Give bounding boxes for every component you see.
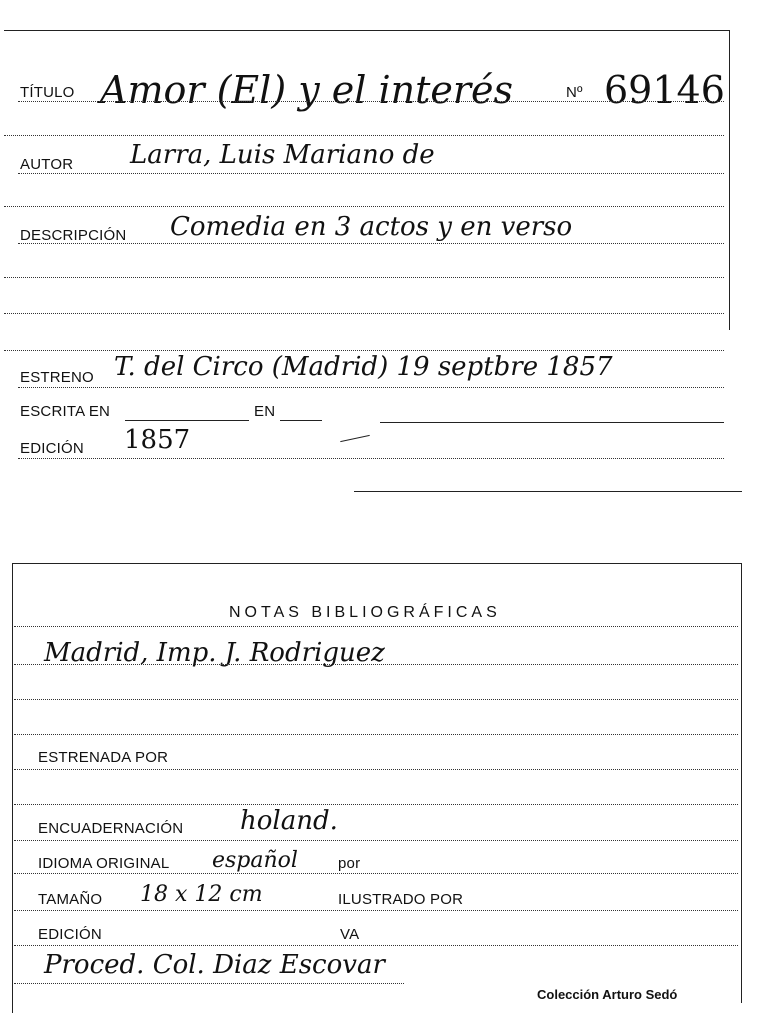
autor-line (18, 173, 724, 174)
idioma-line (14, 873, 738, 874)
encuadernacion-value: holand. (240, 806, 338, 836)
blank-line-4 (4, 313, 724, 314)
blank-line-5 (4, 350, 724, 351)
edicion-value: 1857 (124, 425, 191, 455)
top-border (4, 30, 730, 31)
bottom-top-border (12, 563, 742, 564)
top-right-border (729, 30, 730, 330)
credit-text: Colección Arturo Sedó (537, 987, 678, 1002)
idioma-value: español (212, 848, 298, 873)
notas-value: Madrid, Imp. J. Rodriguez (44, 638, 385, 668)
notas-line-1 (14, 664, 738, 665)
blank-line-b1 (14, 804, 738, 805)
edicion-label: EDICIÓN (20, 440, 84, 457)
encuadernacion-label: ENCUADERNACIÓN (38, 820, 184, 837)
descripcion-value: Comedia en 3 actos y en verso (170, 212, 573, 242)
autor-label: AUTOR (20, 156, 74, 173)
estrenada-line (14, 769, 738, 770)
estreno-label: ESTRENO (20, 369, 94, 386)
edicion-line (18, 458, 724, 459)
va-label: VA (340, 926, 360, 943)
titulo-line (18, 101, 724, 102)
ilustrado-label: ILUSTRADO POR (338, 891, 464, 908)
escrita-line (125, 420, 249, 421)
pen-mark (340, 435, 370, 442)
notas-line-2 (14, 699, 738, 700)
tamano-line (14, 910, 738, 911)
blank-line-3 (4, 277, 724, 278)
estrenada-label: ESTRENADA POR (38, 749, 169, 766)
numero-value: 69146 (604, 68, 725, 112)
encuadernacion-line (14, 840, 738, 841)
blank-line-1 (4, 135, 724, 136)
descripcion-label: DESCRIPCIÓN (20, 227, 127, 244)
estreno-value: T. del Circo (Madrid) 19 septbre 1857 (114, 352, 613, 382)
bottom-left-border (12, 563, 13, 1013)
tamano-label: TAMAÑO (38, 891, 103, 908)
descripcion-line (18, 243, 724, 244)
notas-line-3 (14, 734, 738, 735)
edicion-bottom-label: EDICIÓN (38, 926, 102, 943)
tamano-value: 18 x 12 cm (140, 882, 263, 907)
en-label: EN (254, 403, 276, 420)
en-line (280, 420, 322, 421)
escrita-label: ESCRITA EN (20, 403, 111, 420)
edicion-bottom-line (14, 945, 738, 946)
notas-heading: NOTAS BIBLIOGRÁFICAS (229, 604, 501, 621)
titulo-label: TÍTULO (20, 84, 75, 101)
procedencia-value: Proced. Col. Diaz Escovar (44, 950, 385, 980)
por-label: por (338, 855, 361, 872)
procedencia-line (14, 983, 404, 984)
idioma-label: IDIOMA ORIGINAL (38, 855, 170, 872)
titulo-value: Amor (El) y el interés (100, 68, 514, 112)
autor-value: Larra, Luis Mariano de (130, 140, 435, 170)
en-line-right (380, 422, 724, 423)
blank-line-2 (4, 206, 724, 207)
bottom-right-border (741, 563, 742, 1003)
top-bottom-border (354, 491, 742, 492)
estreno-line (18, 387, 724, 388)
numero-label: Nº (566, 84, 583, 101)
notas-line-0 (14, 626, 738, 627)
